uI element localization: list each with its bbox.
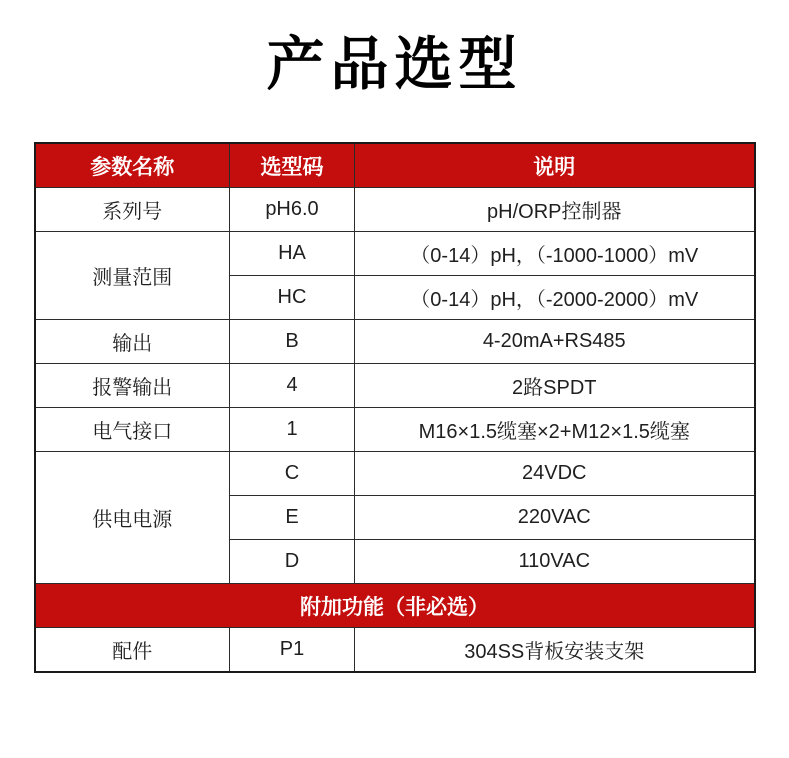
header-description: 说明	[355, 143, 755, 188]
param-cell-accessories: 配件	[35, 628, 230, 673]
code-cell: E	[230, 496, 355, 540]
additional-functions-banner: 附加功能（非必选）	[35, 584, 755, 628]
param-cell-electrical-interface: 电气接口	[35, 408, 230, 452]
desc-cell: 220VAC	[355, 496, 755, 540]
table-header-row	[35, 143, 755, 188]
desc-cell: 110VAC	[355, 540, 755, 584]
header-selection-code: 选型码	[230, 143, 355, 188]
param-cell-series: 系列号	[35, 188, 230, 232]
desc-cell: 2路SPDT	[355, 364, 755, 408]
param-cell-measure-range: 测量范围	[35, 232, 230, 320]
table-row-series	[35, 188, 755, 232]
desc-cell: pH/ORP控制器	[355, 188, 755, 232]
desc-cell: （0-14）pH，（-1000-1000）mV	[355, 232, 755, 276]
code-cell: HC	[230, 276, 355, 320]
table-row-accessories	[35, 628, 755, 673]
table-banner-row	[35, 584, 755, 628]
desc-cell: 24VDC	[355, 452, 755, 496]
table-row-alarm-output	[35, 364, 755, 408]
code-cell: C	[230, 452, 355, 496]
header-parameter-name: 参数名称	[35, 143, 230, 188]
code-cell: 4	[230, 364, 355, 408]
code-cell: D	[230, 540, 355, 584]
page-title: 产品选型	[266, 32, 523, 97]
table-row-output	[35, 320, 755, 364]
table-row-power-c	[35, 452, 755, 496]
param-cell-output: 输出	[35, 320, 230, 364]
table-row-electrical-interface	[35, 408, 755, 452]
param-cell-power-supply: 供电电源	[35, 452, 230, 584]
code-cell: P1	[230, 628, 355, 673]
code-cell: B	[230, 320, 355, 364]
code-cell: pH6.0	[230, 188, 355, 232]
table-row-range-ha	[35, 232, 755, 276]
code-cell: 1	[230, 408, 355, 452]
product-selection-table	[34, 142, 756, 673]
desc-cell: M16×1.5缆塞×2+M12×1.5缆塞	[355, 408, 755, 452]
desc-cell: 4-20mA+RS485	[355, 320, 755, 364]
desc-cell: 304SS背板安装支架	[355, 628, 755, 673]
param-cell-alarm-output: 报警输出	[35, 364, 230, 408]
code-cell: HA	[230, 232, 355, 276]
desc-cell: （0-14）pH，（-2000-2000）mV	[355, 276, 755, 320]
